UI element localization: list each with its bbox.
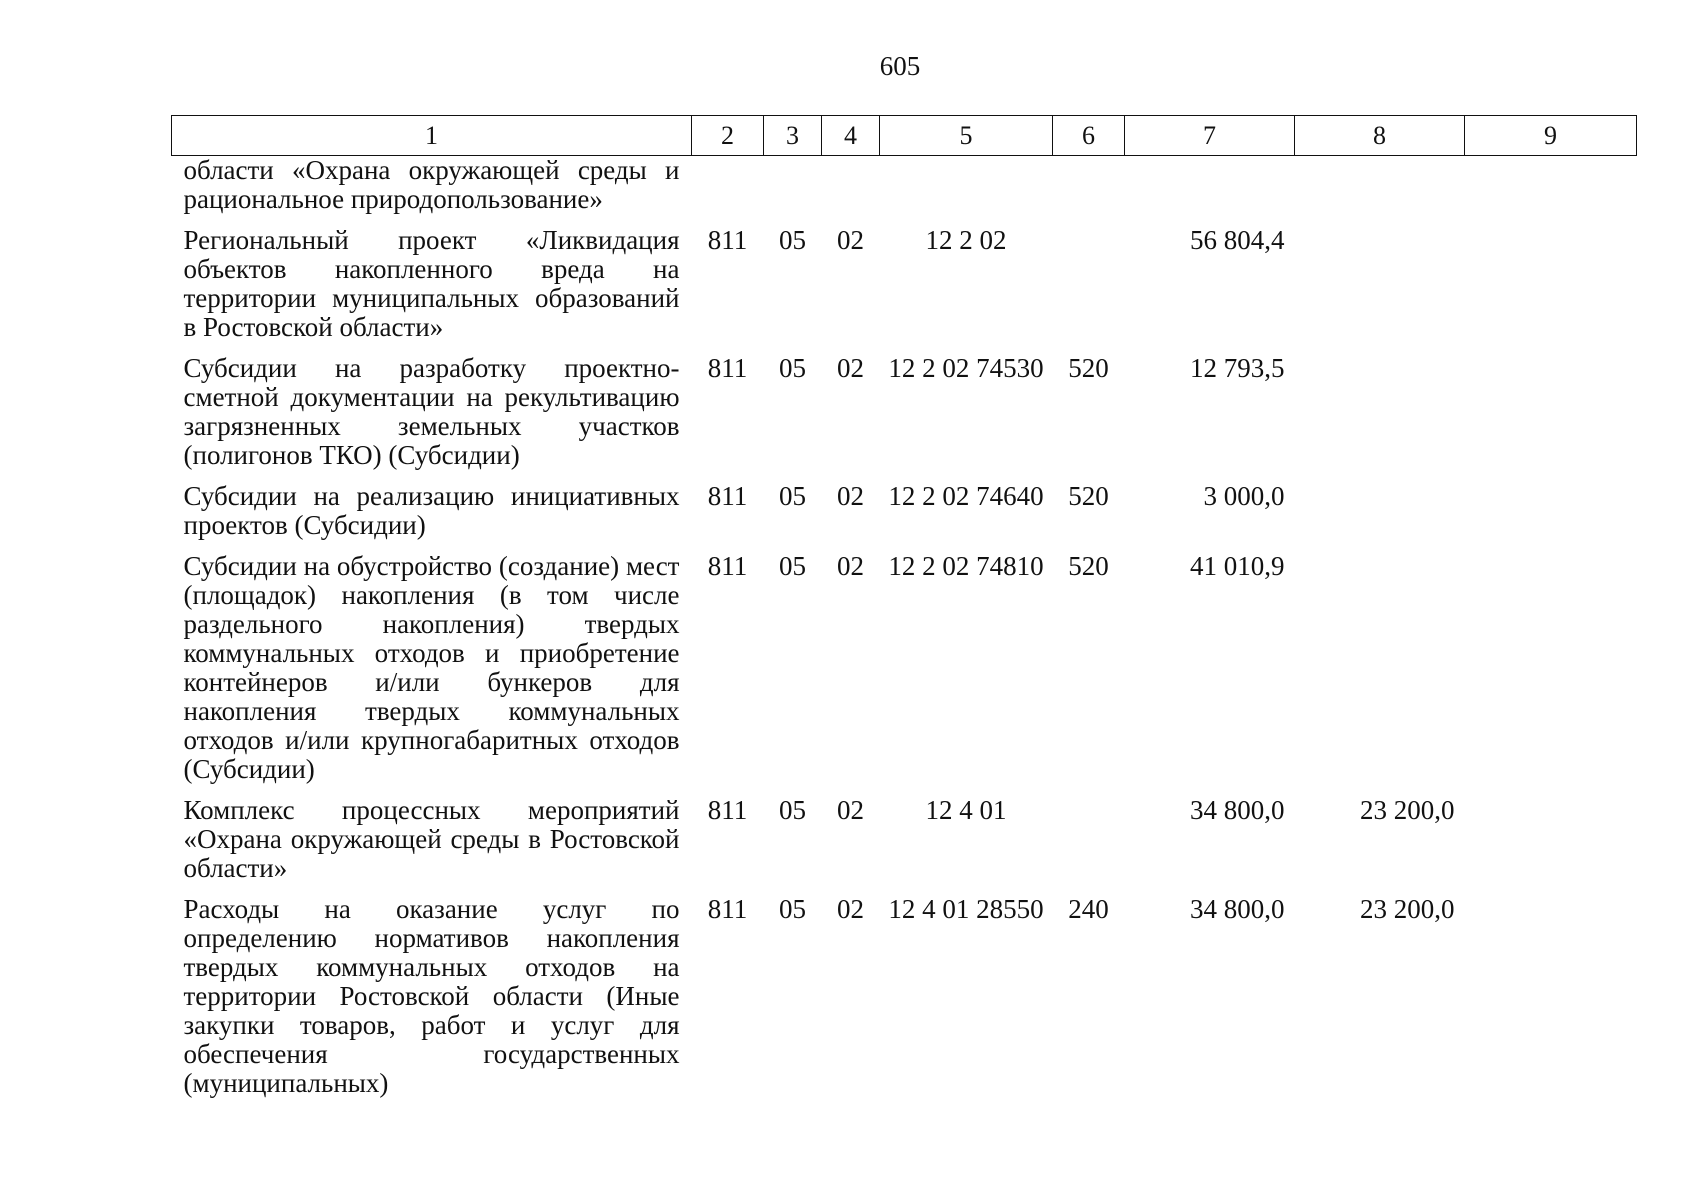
row-amount-col9 <box>1465 156 1637 227</box>
row-section-code: 05 <box>779 481 806 511</box>
column-header-4: 4 <box>822 116 880 156</box>
row-description: Региональный проект «Ликвидация объектов накопленного вреда на территории муниципальных образований в Ростовской области» <box>183 225 680 342</box>
row-amount-col7: 3 000,0 <box>1203 481 1285 511</box>
row-subsection-code: 02 <box>837 225 864 255</box>
row-expense-type <box>1053 156 1125 227</box>
row-section-code: 05 <box>779 551 806 581</box>
table-row <box>172 354 1637 482</box>
column-header-5: 5 <box>880 116 1053 156</box>
row-subsection-code: 02 <box>837 894 864 924</box>
table-row <box>172 552 1637 796</box>
row-amount-col9 <box>1465 482 1637 552</box>
row-expense-type <box>1053 226 1125 354</box>
row-ministry-code: 811 <box>707 225 748 255</box>
row-section-code: 05 <box>779 795 806 825</box>
table-row <box>172 482 1637 552</box>
column-header-3: 3 <box>764 116 822 156</box>
row-description: Субсидии на реализацию инициативных проектов (Субсидии) <box>183 481 680 540</box>
row-ministry-code <box>692 156 764 227</box>
row-amount-col8: 23 200,0 <box>1360 795 1455 825</box>
row-amount-col7: 12 793,5 <box>1190 353 1285 383</box>
row-section-code: 05 <box>779 894 806 924</box>
row-amount-col8 <box>1295 156 1465 227</box>
row-section-code: 05 <box>779 353 806 383</box>
row-subsection-code <box>822 156 880 227</box>
row-target-article: 12 2 02 74810 <box>888 551 1044 581</box>
row-target-article: 12 4 01 28550 <box>888 894 1044 924</box>
row-amount-col9 <box>1465 226 1637 354</box>
row-ministry-code: 811 <box>707 795 748 825</box>
row-target-article: 12 2 02 <box>925 225 1007 255</box>
table-header <box>172 116 1637 156</box>
column-header-7: 7 <box>1125 116 1295 156</box>
row-subsection-code: 02 <box>837 551 864 581</box>
row-amount-col8 <box>1295 552 1465 796</box>
row-amount-col8 <box>1295 482 1465 552</box>
row-expense-type: 240 <box>1068 894 1109 924</box>
row-description: Расходы на оказание услуг по определению нормативов накопления твердых коммунальных отходов на территории Ростовской области (Иные закупки товаров, работ и услуг для обеспечения государственных (муниципальных) <box>183 894 680 1098</box>
row-description: области «Охрана окружающей среды и рациональное природопользование» <box>183 155 680 214</box>
row-target-article: 12 2 02 74640 <box>888 481 1044 511</box>
row-target-article: 12 4 01 <box>925 795 1007 825</box>
row-target-article: 12 2 02 74530 <box>888 353 1044 383</box>
table-row <box>172 796 1637 895</box>
row-amount-col8 <box>1295 226 1465 354</box>
row-ministry-code: 811 <box>707 353 748 383</box>
row-amount-col7: 56 804,4 <box>1190 225 1285 255</box>
table-body <box>172 156 1637 1111</box>
row-subsection-code: 02 <box>837 795 864 825</box>
column-header-6: 6 <box>1053 116 1125 156</box>
budget-table-container <box>171 115 1636 1110</box>
row-section-code <box>764 156 822 227</box>
row-amount-col7: 34 800,0 <box>1190 795 1285 825</box>
column-header-2: 2 <box>692 116 764 156</box>
row-expense-type <box>1053 796 1125 895</box>
row-amount-col7: 41 010,9 <box>1190 551 1285 581</box>
row-target-article <box>880 156 1053 227</box>
budget-table <box>171 115 1637 1110</box>
column-header-9: 9 <box>1465 116 1637 156</box>
header-row <box>172 116 1637 156</box>
row-amount-col7: 34 800,0 <box>1190 894 1285 924</box>
row-description: Субсидии на обустройство (создание) мест (площадок) накопления (в том числе раздельного накопления) твердых коммунальных отходов и приобретение контейнеров и/или бункеров для накопления твердых коммунальных отходов и/или крупногабаритных отходов (Субсидии) <box>183 551 680 784</box>
column-header-1: 1 <box>172 116 692 156</box>
row-section-code: 05 <box>779 225 806 255</box>
column-header-8: 8 <box>1295 116 1465 156</box>
row-expense-type: 520 <box>1068 353 1109 383</box>
row-amount-col9 <box>1465 354 1637 482</box>
page-number: 605 <box>879 51 921 81</box>
row-amount-col9 <box>1465 796 1637 895</box>
row-ministry-code: 811 <box>707 894 748 924</box>
row-ministry-code: 811 <box>707 481 748 511</box>
table-row <box>172 226 1637 354</box>
row-subsection-code: 02 <box>837 481 864 511</box>
row-ministry-code: 811 <box>707 551 748 581</box>
row-amount-col9 <box>1465 552 1637 796</box>
row-subsection-code: 02 <box>837 353 864 383</box>
row-amount-col9 <box>1465 895 1637 1110</box>
table-row <box>172 895 1637 1110</box>
row-amount-col7 <box>1125 156 1295 227</box>
row-amount-col8: 23 200,0 <box>1360 894 1455 924</box>
row-description: Субсидии на разработку проектно-сметной документации на рекультивацию загрязненных земельных участков (полигонов ТКО) (Субсидии) <box>183 353 680 470</box>
table-row <box>172 156 1637 227</box>
row-amount-col8 <box>1295 354 1465 482</box>
row-description: Комплекс процессных мероприятий «Охрана окружающей среды в Ростовской области» <box>183 795 680 883</box>
row-expense-type: 520 <box>1068 551 1109 581</box>
row-expense-type: 520 <box>1068 481 1109 511</box>
